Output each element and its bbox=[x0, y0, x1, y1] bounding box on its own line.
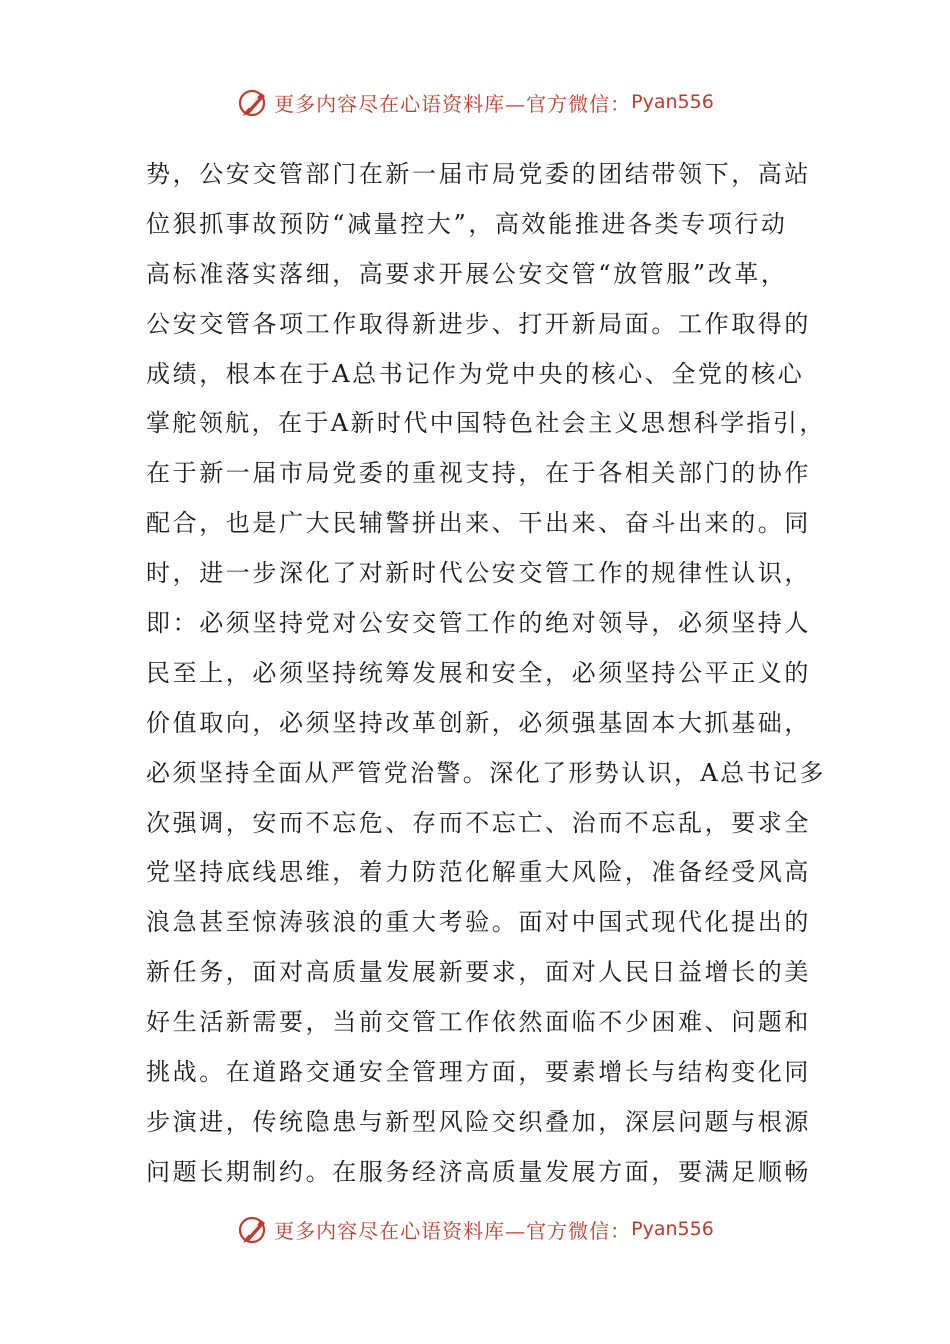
text-line: 新任务，面对高质量发展新要求，面对人民日益增长的美 bbox=[146, 958, 811, 987]
watermark-wechat-id: Pyan556 bbox=[631, 1218, 714, 1240]
text-line: 问题长期制约。在服务经济高质量发展方面，要满足顺畅 bbox=[146, 1157, 811, 1186]
text-line: 即：必须坚持党对公安交管工作的绝对领导，必须坚持人 bbox=[146, 609, 811, 638]
watermark-header bbox=[0, 84, 950, 120]
text-line: 时，进一步深化了对新时代公安交管工作的规律性认识， bbox=[146, 559, 811, 588]
text-line: 好生活新需要，当前交管工作依然面临不少困难、问题和 bbox=[146, 1008, 811, 1037]
text-line: 公安交管各项工作取得新进步、打开新局面。工作取得的 bbox=[146, 309, 811, 338]
text-line: 步演进，传统隐患与新型风险交织叠加，深层问题与根源 bbox=[146, 1107, 811, 1136]
pen-nib-logo-icon bbox=[236, 85, 270, 119]
text-line: 挑战。在道路交通安全管理方面，要素增长与结构变化同 bbox=[146, 1058, 811, 1087]
text-line: 次强调，安而不忘危、存而不忘亡、治而不忘乱，要求全 bbox=[146, 808, 811, 837]
watermark-text: 更多内容尽在心语资料库—官方微信： bbox=[274, 91, 632, 116]
text-line: 党坚持底线思维，着力防范化解重大风险，准备经受风高 bbox=[146, 858, 811, 887]
text-line: 高标准落实落细，高要求开展公安交管“放管服”改革， bbox=[146, 259, 788, 288]
document-body bbox=[146, 150, 826, 1198]
text-line: 掌舵领航，在于A新时代中国特色社会主义思想科学指引， bbox=[146, 409, 826, 438]
text-line: 必须坚持全面从严管党治警。深化了形势认识，A总书记多 bbox=[146, 758, 826, 787]
text-line: 在于新一届市局党委的重视支持，在于各相关部门的协作 bbox=[146, 459, 811, 488]
text-line: 位狠抓事故预防“减量控大”，高效能推进各类专项行动 bbox=[146, 209, 788, 238]
watermark-wechat-id: Pyan556 bbox=[631, 91, 714, 113]
text-line: 民至上，必须坚持统筹发展和安全，必须坚持公平正义的 bbox=[146, 658, 811, 687]
watermark-footer bbox=[0, 1211, 950, 1247]
text-line: 势，公安交管部门在新一届市局党委的团结带领下，高站 bbox=[146, 160, 811, 188]
text-line: 配合，也是广大民辅警拼出来、干出来、奋斗出来的。同 bbox=[146, 509, 811, 538]
watermark-text: 更多内容尽在心语资料库—官方微信： bbox=[274, 1218, 632, 1243]
text-line: 浪急甚至惊涛骇浪的重大考验。面对中国式现代化提出的 bbox=[146, 908, 811, 937]
text-line: 价值取向，必须坚持改革创新，必须强基固本大抓基础， bbox=[146, 708, 811, 737]
text-line: 成绩，根本在于A总书记作为党中央的核心、全党的核心 bbox=[146, 359, 805, 388]
pen-nib-logo-icon bbox=[236, 1212, 270, 1246]
